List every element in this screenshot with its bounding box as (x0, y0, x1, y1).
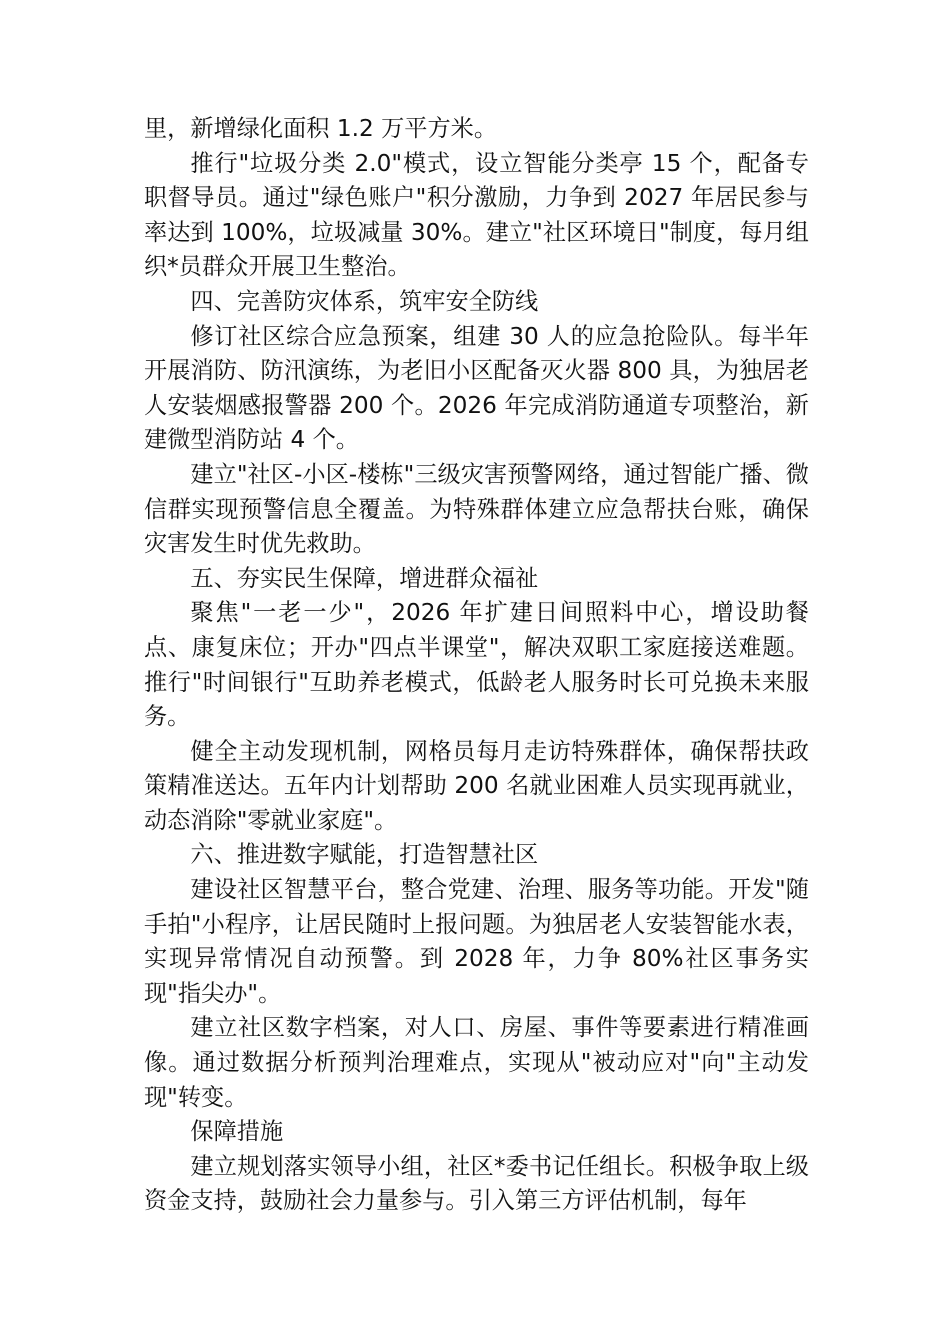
paragraph-leadership-group: 建立规划落实领导小组，社区*委书记任组长。积极争取上级资金支持，鼓励社会力量参与。引入第三方评估机制，每年 (144, 1152, 809, 1215)
section-heading-safeguards: 保障措施 (190, 1118, 284, 1146)
paragraph-active-discovery: 健全主动发现机制，网格员每月走访特殊群体，确保帮扶政策精准送达。五年内计划帮助 200 名就业困难人员实现再就业，动态消除"零就业家庭"。 (144, 737, 809, 834)
section-heading-digital: 六、推进数字赋能，打造智慧社区 (190, 841, 539, 869)
paragraph-smart-platform: 建设社区智慧平台，整合党建、治理、服务等功能。开发"随手拍"小程序，让居民随时上报问题。为独居老人安装智能水表，实现异常情况自动预警。到 2028 年，力争 80%社区事务实现"指尖办"。 (144, 876, 809, 1007)
paragraph-garbage-sorting: 推行"垃圾分类 2.0"模式，设立智能分类亭 15 个，配备专职督导员。通过"绿色账户"积分激励，力争到 2027 年居民参与率达到 100%，垃圾减量 30%。建立"社区环境日"制度，每月组织*员群众开展卫生整治。 (144, 149, 809, 281)
paragraph-emergency-plan: 修订社区综合应急预案，组建 30 人的应急抢险队。每半年开展消防、防汛演练，为老旧小区配备灭火器 800 具，为独居老人安装烟感报警器 200 个。2026 年完成消防通道专项整治，新建微型消防站 4 个。 (144, 322, 809, 454)
paragraph-warning-network: 建立"社区-小区-楼栋"三级灾害预警网络，通过智能广播、微信群实现预警信息全覆盖。为特殊群体建立应急帮扶台账，确保灾害发生时优先救助。 (144, 460, 809, 558)
document-page (144, 112, 809, 1219)
paragraph-digital-archive: 建立社区数字档案，对人口、房屋、事件等要素进行精准画像。通过数据分析预判治理难点，实现从"被动应对"向"主动发现"转变。 (144, 1014, 809, 1111)
paragraph-elderly-children: 聚焦"一老一少"，2026 年扩建日间照料中心，增设助餐点、康复床位；开办"四点半课堂"，解决双职工家庭接送难题。推行"时间银行"互助养老模式，低龄老人服务时长可兑换未来服务。 (144, 599, 809, 731)
section-heading-livelihood: 五、夯实民生保障，增进群众福祉 (190, 564, 539, 592)
paragraph-greening-continuation: 里，新增绿化面积 1.2 万平方米。 (144, 115, 498, 142)
section-heading-disaster-prevention: 四、完善防灾体系，筑牢安全防线 (190, 287, 539, 315)
